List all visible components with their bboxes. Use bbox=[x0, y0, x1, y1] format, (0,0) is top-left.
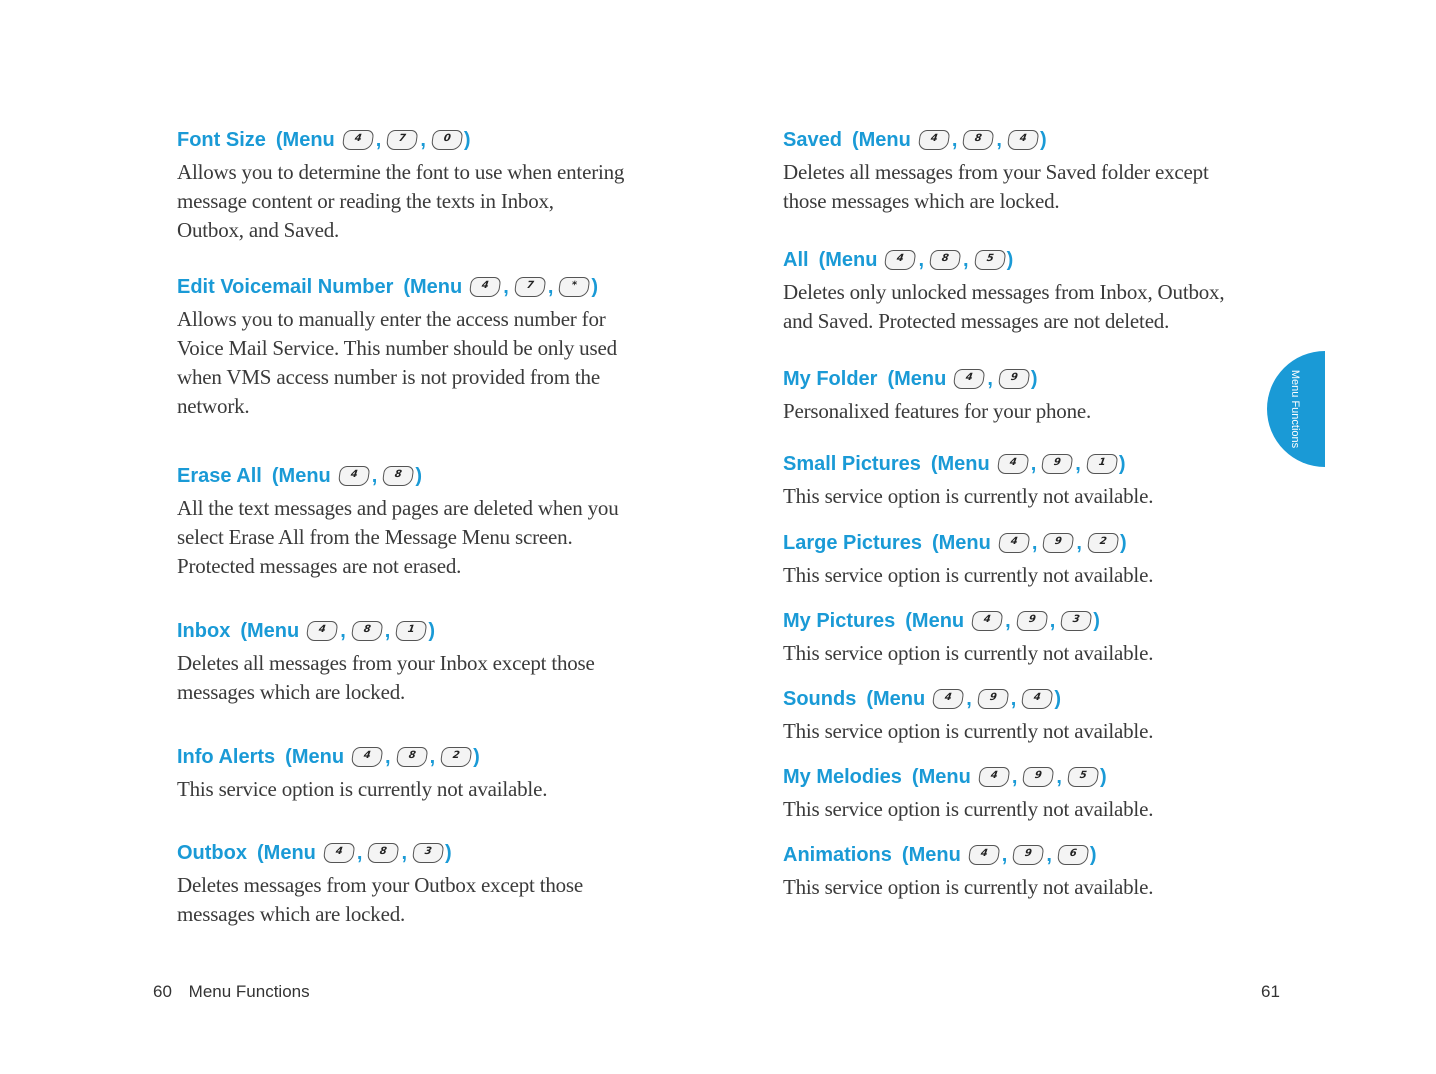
closing-paren: ) bbox=[1030, 368, 1038, 390]
section-small-pictures bbox=[783, 451, 1263, 511]
closing-paren: ) bbox=[463, 129, 471, 151]
key-sequence bbox=[352, 744, 471, 770]
key-separator: , bbox=[1001, 844, 1008, 866]
key-separator: , bbox=[966, 688, 972, 710]
key-separator: , bbox=[384, 620, 391, 642]
key-sequence bbox=[979, 764, 1098, 790]
menu-label: (Menu bbox=[271, 465, 331, 487]
section-body bbox=[783, 873, 1263, 902]
phone-key-icon: 4 bbox=[971, 611, 1004, 631]
section-body bbox=[177, 649, 667, 707]
key-separator: , bbox=[503, 276, 509, 298]
section-heading bbox=[783, 530, 1263, 556]
section-title: Sounds bbox=[783, 688, 857, 710]
phone-key-icon: 8 bbox=[367, 843, 400, 863]
phone-key-icon: 4 bbox=[997, 533, 1030, 553]
key-sequence bbox=[972, 608, 1091, 634]
phone-key-icon: 7 bbox=[386, 130, 419, 150]
key-sequence bbox=[885, 247, 1004, 273]
key-separator: , bbox=[996, 129, 1002, 151]
section-animations bbox=[783, 842, 1263, 902]
closing-paren: ) bbox=[1093, 610, 1100, 632]
closing-paren: ) bbox=[1054, 688, 1062, 710]
section-body bbox=[177, 158, 667, 245]
phone-key-icon: 7 bbox=[513, 277, 546, 297]
key-sequence bbox=[307, 618, 426, 644]
phone-key-icon: 9 bbox=[976, 689, 1009, 709]
section-body bbox=[783, 397, 1263, 426]
phone-key-icon: 6 bbox=[1057, 845, 1090, 865]
body-line: when VMS access number is not provided from the bbox=[177, 365, 600, 389]
closing-paren: ) bbox=[415, 465, 422, 487]
body-line: This service option is currently not available. bbox=[783, 563, 1154, 587]
section-edit-voicemail-number bbox=[177, 274, 667, 421]
phone-key-icon: 4 bbox=[932, 689, 965, 709]
section-body bbox=[177, 494, 667, 581]
phone-key-icon: 2 bbox=[440, 747, 473, 767]
key-sequence bbox=[470, 274, 589, 300]
section-my-pictures bbox=[783, 608, 1263, 668]
section-heading bbox=[177, 274, 667, 300]
section-title: Font Size bbox=[177, 129, 266, 151]
body-line: This service option is currently not available. bbox=[783, 719, 1154, 743]
section-heading bbox=[783, 127, 1263, 153]
key-separator: , bbox=[1031, 532, 1038, 554]
menu-label: (Menu bbox=[931, 532, 991, 554]
phone-key-icon: 4 bbox=[953, 369, 986, 389]
phone-key-icon: 4 bbox=[917, 130, 950, 150]
phone-key-icon: 4 bbox=[322, 843, 355, 863]
menu-label: (Menu bbox=[930, 453, 990, 475]
phone-key-icon: 4 bbox=[996, 454, 1029, 474]
key-separator: , bbox=[951, 129, 958, 151]
section-title: Large Pictures bbox=[783, 532, 922, 554]
body-line: Deletes all messages from your Saved folder except bbox=[783, 160, 1209, 184]
section-heading bbox=[177, 744, 667, 770]
closing-paren: ) bbox=[445, 842, 452, 864]
section-heading bbox=[177, 463, 667, 489]
menu-label: (Menu bbox=[866, 688, 926, 710]
section-outbox bbox=[177, 840, 667, 929]
body-line: Personalixed features for your phone. bbox=[783, 399, 1092, 423]
section-title: Outbox bbox=[177, 842, 247, 864]
phone-key-icon: 3 bbox=[1060, 611, 1093, 631]
section-title: My Melodies bbox=[783, 766, 902, 788]
body-line: Voice Mail Service. This number should be only used bbox=[177, 336, 617, 360]
key-separator: , bbox=[420, 129, 426, 151]
menu-label: (Menu bbox=[905, 610, 965, 632]
key-separator: , bbox=[375, 129, 382, 151]
section-heading bbox=[177, 840, 667, 866]
phone-key-icon: 5 bbox=[973, 250, 1006, 270]
section-title: My Folder bbox=[783, 368, 878, 390]
section-heading bbox=[783, 842, 1263, 868]
key-separator: , bbox=[1030, 453, 1037, 475]
body-line: those messages which are locked. bbox=[783, 189, 1060, 213]
key-separator: , bbox=[1049, 610, 1056, 632]
closing-paren: ) bbox=[1118, 453, 1126, 475]
section-title: Info Alerts bbox=[177, 746, 276, 768]
closing-paren: ) bbox=[1006, 249, 1014, 271]
section-title: Edit Voicemail Number bbox=[177, 276, 394, 298]
body-line: Deletes only unlocked messages from Inbox, Outbox, bbox=[783, 280, 1225, 304]
key-sequence bbox=[998, 451, 1117, 477]
body-line: Allows you to manually enter the access number for bbox=[177, 307, 606, 331]
key-separator: , bbox=[987, 368, 993, 390]
key-separator: , bbox=[385, 746, 391, 768]
left-page-number: 60 bbox=[153, 982, 172, 1001]
phone-key-icon: 4 bbox=[341, 130, 374, 150]
phone-key-icon: 8 bbox=[395, 747, 428, 767]
section-body bbox=[783, 795, 1263, 824]
key-separator: , bbox=[1010, 688, 1017, 710]
key-separator: , bbox=[340, 620, 346, 642]
menu-label: (Menu bbox=[887, 368, 947, 390]
section-title: Saved bbox=[783, 129, 842, 151]
closing-paren: ) bbox=[1099, 766, 1107, 788]
closing-paren: ) bbox=[473, 746, 480, 768]
key-sequence bbox=[954, 366, 1029, 392]
phone-key-icon: 8 bbox=[350, 621, 383, 641]
body-line: This service option is currently not available. bbox=[783, 641, 1154, 665]
body-line: This service option is currently not available. bbox=[783, 875, 1154, 899]
section-heading bbox=[783, 451, 1263, 477]
phone-key-icon: 4 bbox=[1021, 689, 1054, 709]
section-title: Small Pictures bbox=[783, 453, 921, 475]
section-all bbox=[783, 247, 1263, 336]
section-sounds bbox=[783, 686, 1263, 746]
section-body bbox=[177, 871, 667, 929]
key-separator: , bbox=[547, 276, 554, 298]
key-sequence bbox=[933, 686, 1052, 712]
menu-label: (Menu bbox=[257, 842, 316, 864]
menu-label: (Menu bbox=[403, 276, 463, 298]
section-body bbox=[177, 305, 667, 421]
section-font-size bbox=[177, 127, 667, 245]
menu-label: (Menu bbox=[275, 129, 335, 151]
phone-key-icon: 9 bbox=[998, 369, 1031, 389]
body-line: Protected messages are not erased. bbox=[177, 554, 462, 578]
phone-key-icon: 4 bbox=[306, 621, 339, 641]
body-line: network. bbox=[177, 394, 250, 418]
section-heading bbox=[783, 247, 1263, 273]
key-sequence bbox=[919, 127, 1038, 153]
phone-key-icon: 4 bbox=[337, 466, 370, 486]
section-body bbox=[783, 278, 1263, 336]
section-saved bbox=[783, 127, 1263, 216]
phone-key-icon: 9 bbox=[1015, 611, 1048, 631]
phone-key-icon: 1 bbox=[1085, 454, 1118, 474]
menu-label: (Menu bbox=[901, 844, 961, 866]
key-separator: , bbox=[1011, 766, 1018, 788]
menu-label: (Menu bbox=[285, 746, 345, 768]
section-title: Inbox bbox=[177, 620, 231, 642]
closing-paren: ) bbox=[428, 620, 436, 642]
key-separator: , bbox=[963, 249, 969, 271]
section-my-melodies bbox=[783, 764, 1263, 824]
phone-key-icon: 9 bbox=[1042, 533, 1075, 553]
body-line: This service option is currently not available. bbox=[783, 797, 1154, 821]
key-sequence bbox=[969, 842, 1088, 868]
section-my-folder bbox=[783, 366, 1263, 426]
key-separator: , bbox=[356, 842, 363, 864]
left-footer-label: Menu Functions bbox=[188, 982, 310, 1001]
section-heading bbox=[177, 127, 667, 153]
body-line: This service option is currently not available. bbox=[783, 484, 1154, 508]
menu-label: (Menu bbox=[818, 249, 878, 271]
phone-key-icon: * bbox=[558, 277, 591, 297]
section-heading bbox=[783, 686, 1263, 712]
section-heading bbox=[783, 366, 1263, 392]
section-heading bbox=[177, 618, 667, 644]
menu-label: (Menu bbox=[911, 766, 971, 788]
phone-key-icon: 8 bbox=[962, 130, 995, 150]
body-line: select Erase All from the Message Menu screen. bbox=[177, 525, 573, 549]
phone-key-icon: 4 bbox=[1007, 130, 1040, 150]
side-tab bbox=[1267, 351, 1325, 467]
section-large-pictures bbox=[783, 530, 1263, 590]
body-line: This service option is currently not available. bbox=[177, 777, 548, 801]
section-heading bbox=[783, 608, 1263, 634]
section-body bbox=[783, 561, 1263, 590]
closing-paren: ) bbox=[1039, 129, 1047, 151]
key-sequence bbox=[343, 127, 462, 153]
body-line: Deletes all messages from your Inbox except those bbox=[177, 651, 595, 675]
key-separator: , bbox=[1056, 766, 1062, 788]
section-erase-all bbox=[177, 463, 667, 581]
section-title: Animations bbox=[783, 844, 892, 866]
closing-paren: ) bbox=[1089, 844, 1097, 866]
phone-key-icon: 1 bbox=[395, 621, 428, 641]
body-line: messages which are locked. bbox=[177, 680, 406, 704]
key-separator: , bbox=[1076, 532, 1082, 554]
closing-paren: ) bbox=[1119, 532, 1127, 554]
body-line: Deletes messages from your Outbox except those bbox=[177, 873, 584, 897]
body-line: message content or reading the texts in Inbox, bbox=[177, 189, 554, 213]
key-sequence bbox=[999, 530, 1118, 556]
menu-label: (Menu bbox=[851, 129, 911, 151]
phone-key-icon: 4 bbox=[977, 767, 1010, 787]
phone-key-icon: 9 bbox=[1041, 454, 1074, 474]
section-inbox bbox=[177, 618, 667, 707]
body-line: All the text messages and pages are deleted when you bbox=[177, 496, 619, 520]
key-separator: , bbox=[918, 249, 925, 271]
phone-key-icon: 4 bbox=[884, 250, 917, 270]
body-line: Outbox, and Saved. bbox=[177, 218, 340, 242]
key-separator: , bbox=[1046, 844, 1052, 866]
closing-paren: ) bbox=[591, 276, 599, 298]
phone-key-icon: 8 bbox=[929, 250, 962, 270]
phone-key-icon: 8 bbox=[382, 466, 415, 486]
section-body bbox=[783, 717, 1263, 746]
phone-key-icon: 0 bbox=[431, 130, 464, 150]
phone-key-icon: 9 bbox=[1012, 845, 1045, 865]
phone-key-icon: 4 bbox=[351, 747, 384, 767]
section-title: All bbox=[783, 249, 809, 271]
key-sequence bbox=[339, 463, 414, 489]
key-separator: , bbox=[1075, 453, 1081, 475]
phone-key-icon: 4 bbox=[469, 277, 502, 297]
body-line: messages which are locked. bbox=[177, 902, 406, 926]
phone-key-icon: 9 bbox=[1022, 767, 1055, 787]
section-body bbox=[783, 482, 1263, 511]
side-tab-label: Menu Functions bbox=[1289, 369, 1301, 449]
phone-key-icon: 2 bbox=[1087, 533, 1120, 553]
section-info-alerts bbox=[177, 744, 667, 804]
phone-key-icon: 4 bbox=[967, 845, 1000, 865]
body-line: and Saved. Protected messages are not deleted. bbox=[783, 309, 1170, 333]
section-body bbox=[783, 158, 1263, 216]
body-line: Allows you to determine the font to use when entering bbox=[177, 160, 625, 184]
section-title: Erase All bbox=[177, 465, 262, 487]
section-title: My Pictures bbox=[783, 610, 896, 632]
key-separator: , bbox=[429, 746, 436, 768]
key-sequence bbox=[324, 840, 443, 866]
right-page-number: 61 bbox=[1261, 982, 1280, 1001]
phone-key-icon: 3 bbox=[412, 843, 445, 863]
phone-key-icon: 5 bbox=[1067, 767, 1100, 787]
key-separator: , bbox=[401, 842, 408, 864]
key-separator: , bbox=[371, 465, 378, 487]
section-body bbox=[177, 775, 667, 804]
key-separator: , bbox=[1005, 610, 1011, 632]
section-heading bbox=[783, 764, 1263, 790]
left-footer bbox=[153, 982, 310, 1002]
section-body bbox=[783, 639, 1263, 668]
menu-label: (Menu bbox=[240, 620, 300, 642]
